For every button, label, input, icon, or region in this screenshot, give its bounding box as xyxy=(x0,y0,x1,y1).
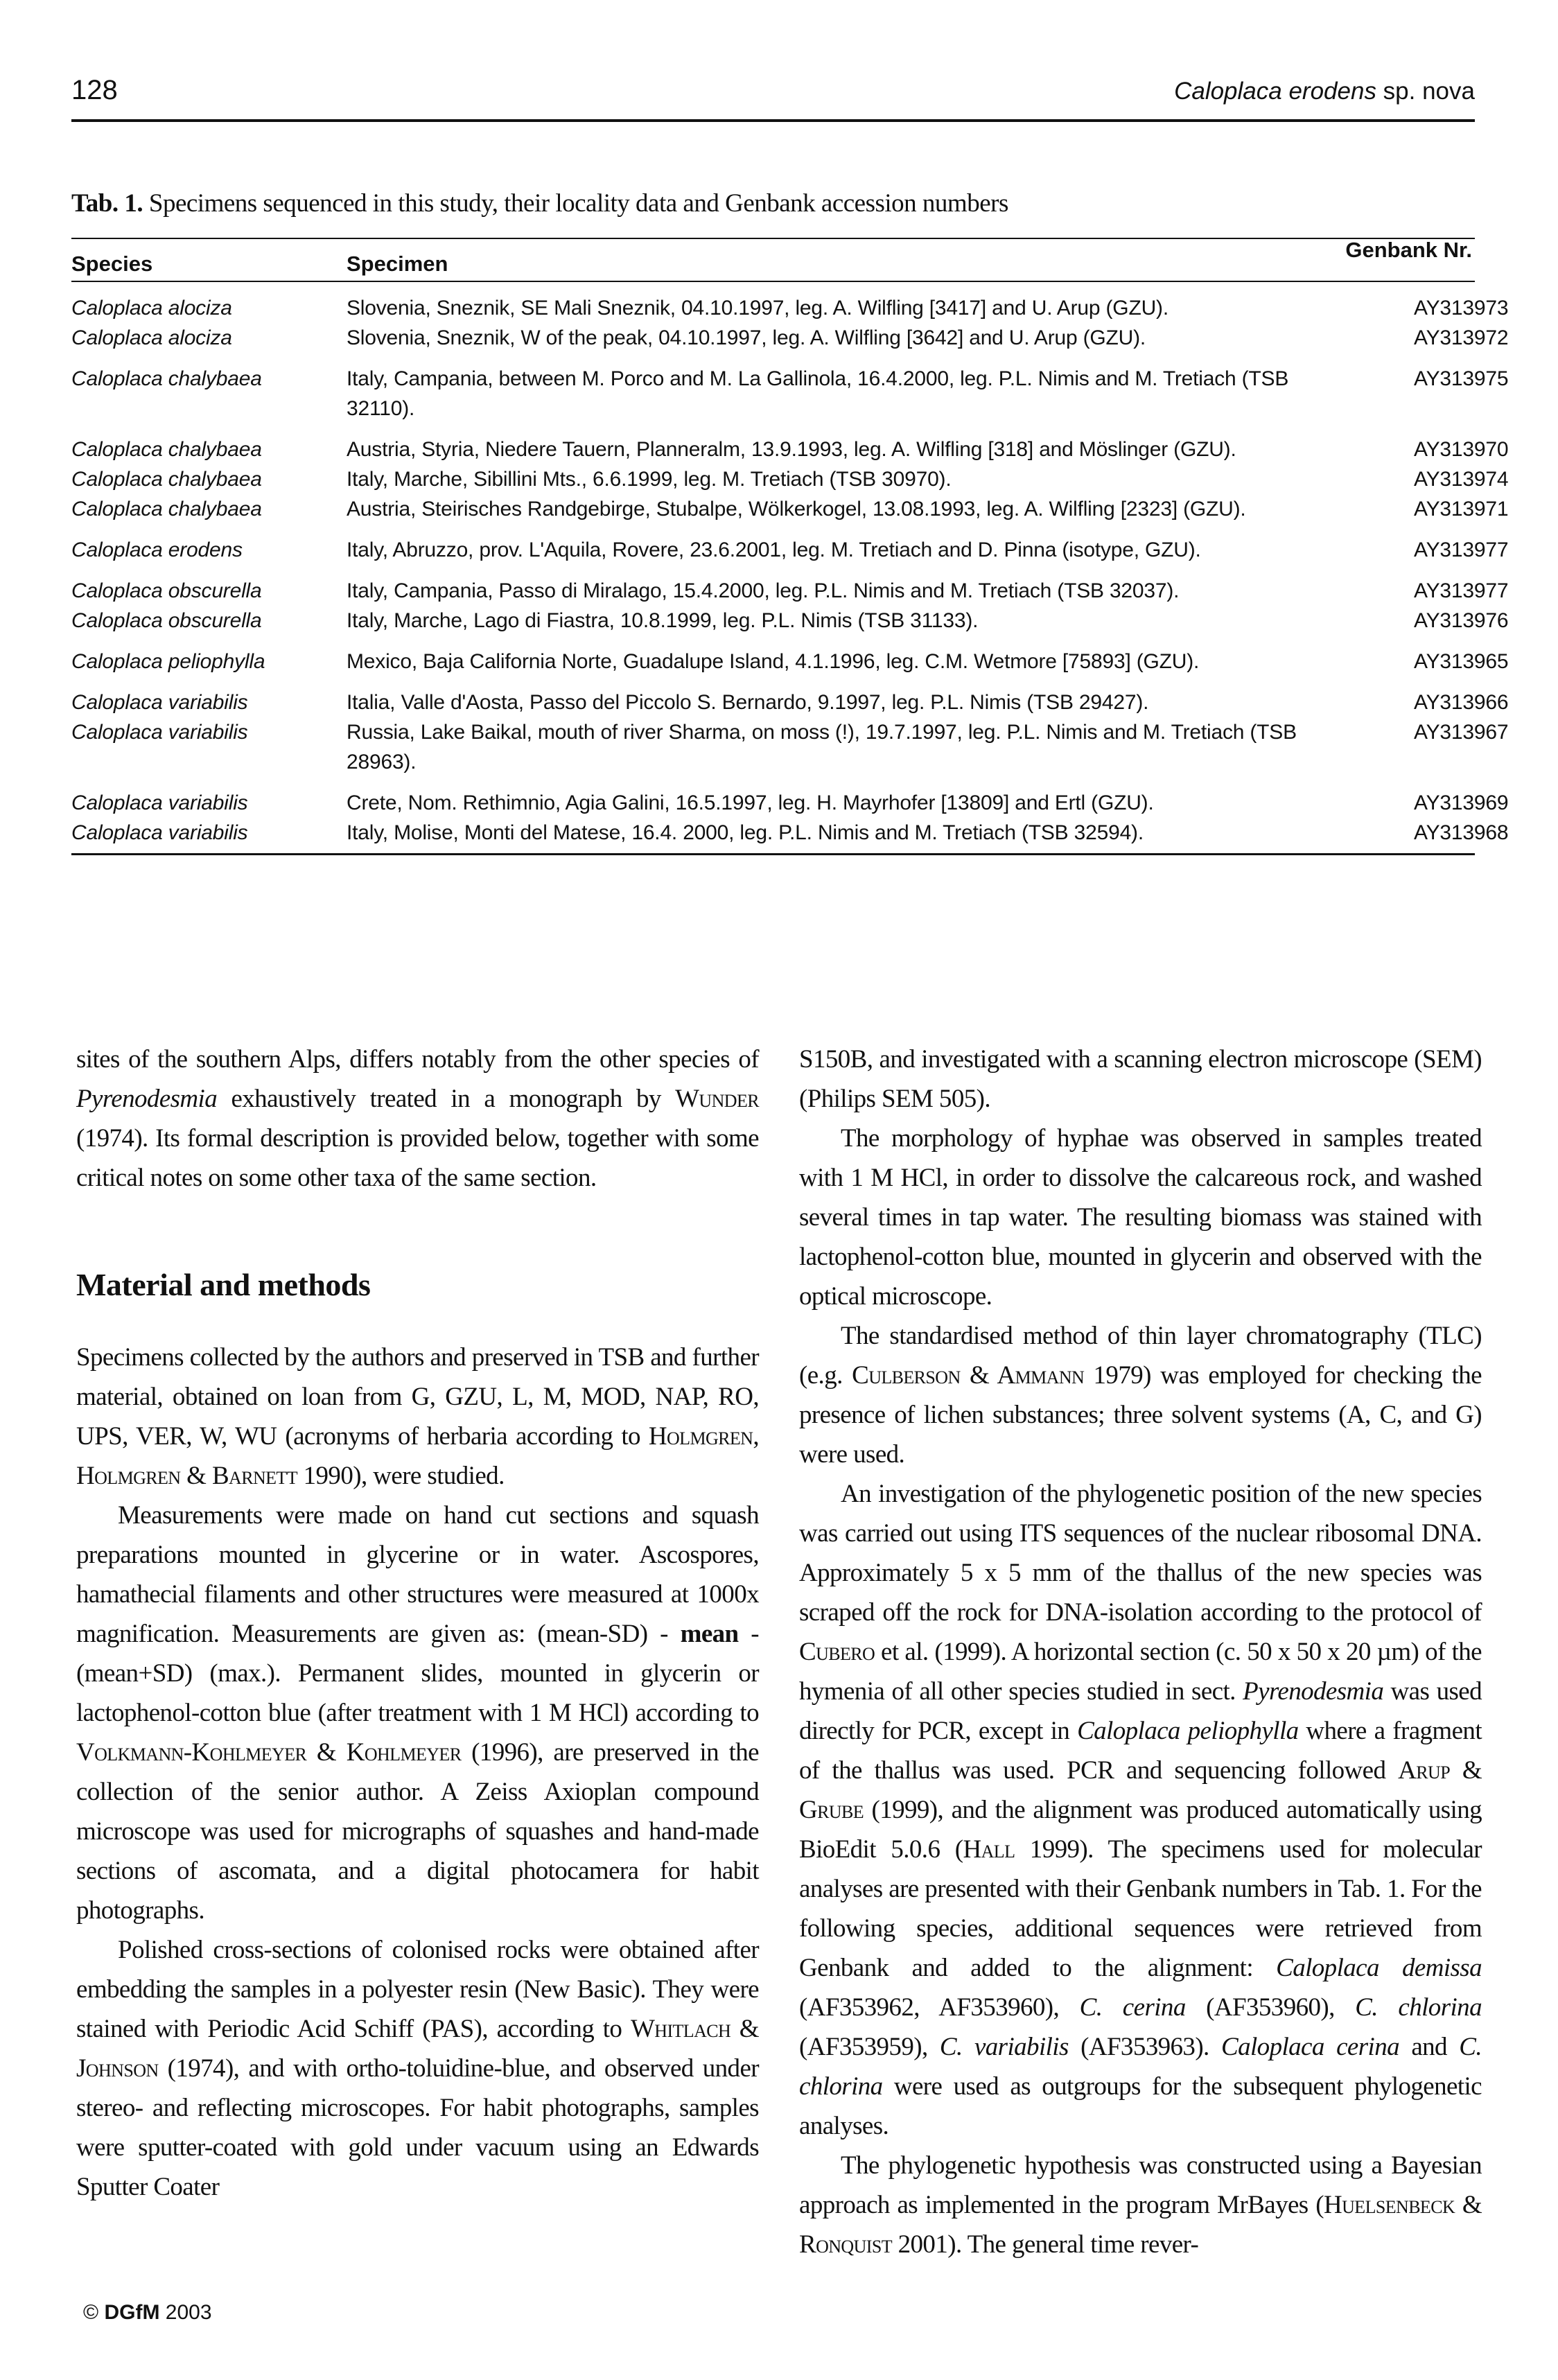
text-run: where a fragment of the thallus was used. PCR and sequencing followed xyxy=(799,1717,1482,1785)
table-row xyxy=(71,688,1509,717)
cell-species: Caloplaca chalybaea xyxy=(71,498,262,520)
cell-species: Caloplaca alociza xyxy=(71,297,232,320)
cell-species: Caloplaca obscurella xyxy=(71,609,262,632)
section-heading-material-methods: Material and methods xyxy=(76,1267,371,1302)
cell-genbank: AY313968 xyxy=(1414,821,1509,844)
footer-copyright xyxy=(83,2301,212,2325)
footer-publisher: DGfM xyxy=(104,2301,160,2324)
cell-genbank: AY313975 xyxy=(1414,367,1509,390)
table-row xyxy=(71,535,1509,565)
italic-taxon: C. chlorina xyxy=(1355,1993,1482,2022)
author-citation: Hall xyxy=(963,1835,1015,1864)
table-body xyxy=(71,282,1509,853)
cell-specimen: Austria, Styria, Niedere Tauern, Planneralm, 13.9.1993, leg. A. Wilfling [318] and Möslinger (GZU). xyxy=(347,438,1236,461)
table-row xyxy=(71,576,1509,606)
italic-taxon: C. chlorina xyxy=(799,2033,1482,2101)
author-citation: Arup & Grube xyxy=(799,1756,1482,1824)
cell-genbank: AY313965 xyxy=(1414,650,1509,673)
column-header-specimen: Specimen xyxy=(347,252,448,276)
text-run: and xyxy=(1399,2033,1460,2061)
text-run: was used directly for PCR, except in xyxy=(799,1677,1482,1745)
table-row xyxy=(71,494,1509,524)
copyright-icon: © xyxy=(83,2301,99,2324)
table-row xyxy=(71,435,1509,464)
cell-genbank: AY313974 xyxy=(1414,468,1509,491)
cell-genbank: AY313977 xyxy=(1414,579,1509,602)
italic-taxon: Caloplaca demissa xyxy=(1276,1954,1482,1982)
body-paragraph xyxy=(799,2146,1482,2264)
cell-species: Caloplaca obscurella xyxy=(71,579,262,602)
cell-specimen: Austria, Steirisches Randgebirge, Stubalpe, Wölkerkogel, 13.08.1993, leg. A. Wilfling [2323] (GZU). xyxy=(347,498,1246,520)
cell-species: Caloplaca chalybaea xyxy=(71,468,262,491)
cell-specimen: Slovenia, Sneznik, W of the peak, 04.10.1997, leg. A. Wilfling [3642] and U. Arup (GZU). xyxy=(347,326,1146,349)
cell-specimen: Italy, Marche, Lago di Fiastra, 10.8.1999, leg. P.L. Nimis (TSB 31133). xyxy=(347,609,979,632)
text-run: The phylogenetic hypothesis was constructed using a Bayesian approach as implemented in the program MrBayes ( xyxy=(799,2151,1482,2219)
text-run: Polished cross-sections of colonised rocks were obtained after embedding the samples in a polyester resin (New Basic). They were stained with Periodic Acid Schiff (PAS), according to xyxy=(76,1936,759,2043)
table-caption-label: Tab. 1. xyxy=(71,189,143,218)
table-bottom-rule xyxy=(71,853,1475,855)
text-run: exhaustively treated in a monograph by xyxy=(217,1085,676,1113)
cell-genbank: AY313966 xyxy=(1414,691,1509,714)
table-row xyxy=(71,606,1509,636)
table-row xyxy=(71,647,1509,676)
cell-genbank: AY313971 xyxy=(1414,498,1509,520)
cell-species: Caloplaca chalybaea xyxy=(71,438,262,461)
author-citation: Holmgren, Holmgren & Barnett xyxy=(76,1422,759,1490)
cell-species: Caloplaca variabilis xyxy=(71,791,248,814)
table-row xyxy=(71,818,1509,848)
body-column-right xyxy=(799,1040,1482,2264)
text-run: (1996), are preserved in the collection of the senior author. A Zeiss Axioplan compound microscope was used for micrographs of squashes and hand-made sections of ascomata, and a digital photocamera for habit photographs. xyxy=(76,1738,759,1925)
text-run: Measurements were made on hand cut sections and squash preparations mounted in glycerine or in water. Ascospores, hamathecial filaments and other structures were measured at 1000x magnification. Measurements are given as: (mean-SD) - xyxy=(76,1501,759,1648)
italic-taxon: Pyrenodesmia xyxy=(1243,1677,1384,1706)
table-caption-text: Specimens sequenced in this study, their locality data and Genbank accession numbers xyxy=(143,189,1008,218)
body-paragraph xyxy=(799,1316,1482,1474)
cell-specimen: Mexico, Baja California Norte, Guadalupe Island, 4.1.1996, leg. C.M. Wetmore [75893] (GZU). xyxy=(347,650,1200,673)
text-run: (AF353962, AF353960), xyxy=(799,1993,1080,2022)
table-header-row xyxy=(71,239,1475,281)
text-run: Specimens collected by the authors and preserved in TSB and further material, obtained on loan from G, GZU, L, M, MOD, NAP, RO, UPS, VER, W, WU (acronyms of herbaria according to xyxy=(76,1343,759,1451)
text-run: (1974). Its formal description is provided below, together with some critical notes on some other taxa of the same section. xyxy=(76,1124,759,1192)
text-run: (1974), and with ortho-toluidine-blue, and observed under stereo- and reflecting microscopes. For habit photographs, samples were sputter-coated with gold under vacuum using an Edwards Sputter Coater xyxy=(76,2054,759,2201)
cell-genbank: AY313967 xyxy=(1414,721,1509,744)
text-run: An investigation of the phylogenetic position of the new species was carried out using ITS sequences of the nuclear ribosomal DNA. Approximately 5 x 5 mm of the thallus of the new species was scraped off the rock for DNA-isolation according to the protocol of xyxy=(799,1480,1482,1627)
author-citation: Wunder xyxy=(675,1085,759,1113)
body-column-left xyxy=(76,1040,759,2207)
body-paragraph xyxy=(799,1474,1482,2146)
author-citation: Volkmann-Kohlmeyer & Kohlmeyer xyxy=(76,1738,462,1767)
text-run: S150B, and investigated with a scanning electron microscope (SEM) (Philips SEM 505). xyxy=(799,1045,1482,1113)
text-run: (1999), and the alignment was produced automatically using BioEdit 5.0.6 ( xyxy=(799,1796,1482,1864)
column-header-genbank: Genbank Nr. xyxy=(1345,238,1472,262)
intro-paragraph xyxy=(76,1040,759,1198)
text-run: The morphology of hyphae was observed in samples treated with 1 M HCl, in order to dissolve the calcareous rock, and washed several times in tap water. The resulting biomass was stained with lactophenol-cotton blue, mounted in glycerin and observed with the optical microscope. xyxy=(799,1124,1482,1311)
footer-year: 2003 xyxy=(165,2301,212,2324)
text-run: The standardised method of thin layer chromatography (TLC) (e.g. xyxy=(799,1322,1482,1390)
cell-species: Caloplaca variabilis xyxy=(71,821,248,844)
cell-species: Caloplaca chalybaea xyxy=(71,367,262,390)
cell-specimen: Slovenia, Sneznik, SE Mali Sneznik, 04.10.1997, leg. A. Wilfling [3417] and U. Arup (GZU). xyxy=(347,297,1168,320)
text-run: et al. (1999). A horizontal section (c. 50 x 50 x 20 µm) of the hymenia of all other species studied in sect. xyxy=(799,1638,1482,1706)
cell-genbank: AY313969 xyxy=(1414,791,1509,814)
cell-species: Caloplaca erodens xyxy=(71,539,243,561)
body-paragraph xyxy=(76,1338,759,1496)
specimen-table xyxy=(71,238,1509,855)
text-run: 1999). The specimens used for molecular analyses are presented with their Genbank numbers in Tab. 1. For the following species, additional sequences were retrieved from Genbank and added to the alignment: xyxy=(799,1835,1482,1982)
table-row xyxy=(71,364,1509,423)
cell-specimen: Italy, Marche, Sibillini Mts., 6.6.1999, leg. M. Tretiach (TSB 30970). xyxy=(347,468,952,491)
cell-specimen: Italy, Campania, Passo di Miralago, 15.4.2000, leg. P.L. Nimis and M. Tretiach (TSB 32037). xyxy=(347,579,1180,602)
cell-specimen: Russia, Lake Baikal, mouth of river Sharma, on moss (!), 19.7.1997, leg. P.L. Nimis and M. Tretiach (TSB 28963). xyxy=(347,721,1297,773)
author-citation: Huelsenbeck & Ronquist xyxy=(799,2191,1482,2259)
cell-genbank: AY313977 xyxy=(1414,539,1509,561)
cell-genbank: AY313970 xyxy=(1414,438,1509,461)
column-header-species: Species xyxy=(71,252,153,276)
italic-taxon: C. cerina xyxy=(1079,1993,1186,2022)
body-paragraph xyxy=(76,1496,759,1930)
table-row xyxy=(71,717,1509,777)
table-row xyxy=(71,293,1509,323)
cell-specimen: Italy, Molise, Monti del Matese, 16.4. 2000, leg. P.L. Nimis and M. Tretiach (TSB 32594). xyxy=(347,821,1144,844)
text-run: sites of the southern Alps, differs notably from the other species of xyxy=(76,1045,759,1074)
author-citation: Whitlach & Johnson xyxy=(76,2015,759,2083)
cell-genbank: AY313973 xyxy=(1414,297,1509,320)
italic-taxon: Caloplaca peliophylla xyxy=(1077,1717,1299,1745)
cell-genbank: AY313976 xyxy=(1414,609,1509,632)
table-caption xyxy=(71,189,1008,218)
cell-species: Caloplaca variabilis xyxy=(71,721,248,744)
cell-specimen: Italia, Valle d'Aosta, Passo del Piccolo S. Bernardo, 9.1997, leg. P.L. Nimis (TSB 29427). xyxy=(347,691,1149,714)
table-row xyxy=(71,464,1509,494)
running-title-species: Caloplaca erodens xyxy=(1174,78,1376,105)
body-paragraph xyxy=(799,1040,1482,1119)
running-title-suffix: sp. nova xyxy=(1376,78,1475,105)
italic-taxon: Caloplaca cerina xyxy=(1221,2033,1400,2061)
left-paragraphs xyxy=(76,1338,759,2207)
text-run: 1979) was employed for checking the presence of lichen substances; three solvent systems (A, C, and G) were used. xyxy=(799,1361,1482,1469)
author-citation: Cubero xyxy=(799,1638,875,1666)
header-rule xyxy=(71,119,1475,122)
cell-species: Caloplaca alociza xyxy=(71,326,232,349)
text-run: 2001). The general time rever- xyxy=(891,2230,1199,2259)
text-run: (AF353959), xyxy=(799,2033,940,2061)
cell-specimen: Italy, Campania, between M. Porco and M. La Gallinola, 16.4.2000, leg. P.L. Nimis and M. Tretiach (TSB 32110). xyxy=(347,367,1289,420)
page-number: 128 xyxy=(71,75,118,105)
italic-taxon: Pyrenodesmia xyxy=(76,1085,218,1113)
text-run: 1990), were studied. xyxy=(297,1462,505,1490)
cell-species: Caloplaca peliophylla xyxy=(71,650,265,673)
cell-specimen: Italy, Abruzzo, prov. L'Aquila, Rovere, 23.6.2001, leg. M. Tretiach and D. Pinna (isotype, GZU). xyxy=(347,539,1201,561)
text-run: (AF353963). xyxy=(1068,2033,1222,2061)
table-row xyxy=(71,323,1509,353)
running-title xyxy=(1174,78,1475,105)
author-citation: Culberson & Ammann xyxy=(852,1361,1085,1390)
bold-term: mean xyxy=(680,1620,739,1648)
text-run: were used as outgroups for the subsequent phylogenetic analyses. xyxy=(799,2072,1482,2140)
cell-species: Caloplaca variabilis xyxy=(71,691,248,714)
italic-taxon: C. variabilis xyxy=(939,2033,1069,2061)
cell-specimen: Crete, Nom. Rethimnio, Agia Galini, 16.5.1997, leg. H. Mayrhofer [13809] and Ertl (GZU). xyxy=(347,791,1154,814)
cell-genbank: AY313972 xyxy=(1414,326,1509,349)
right-paragraphs xyxy=(799,1040,1482,2264)
body-paragraph xyxy=(799,1119,1482,1316)
body-paragraph xyxy=(76,1930,759,2207)
table-row xyxy=(71,788,1509,818)
text-run: - (mean+SD) (max.). Permanent slides, mounted in glycerin or lactophenol-cotton blue (after treatment with 1 M HCl) according to xyxy=(76,1620,759,1727)
text-run: (AF353960), xyxy=(1185,1993,1356,2022)
